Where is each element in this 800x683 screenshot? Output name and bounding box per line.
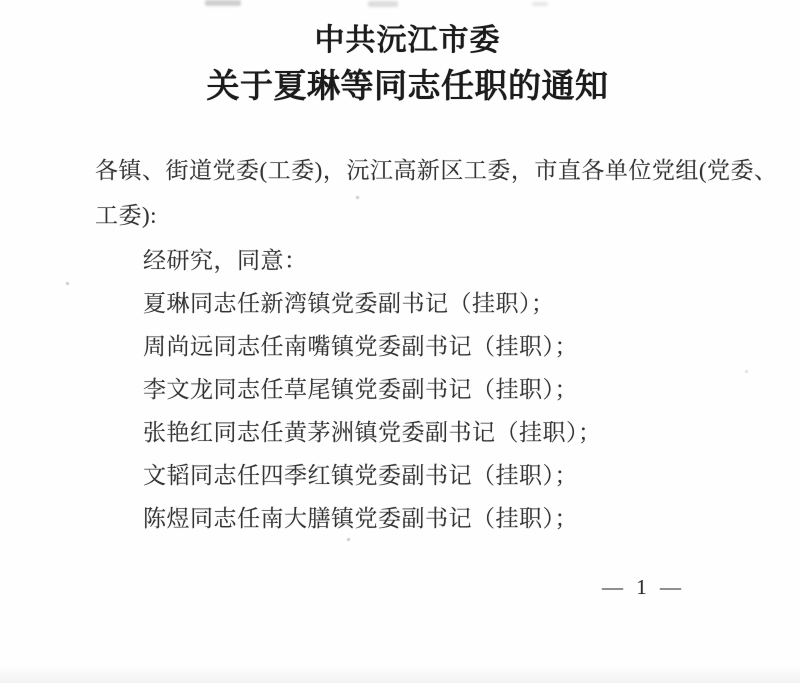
document-title-subject: 关于夏琳等同志任职的通知 (206, 69, 609, 105)
appointment-line: 夏琳同志任新湾镇党委副书记（挂职）； (143, 291, 555, 316)
scan-speck (66, 282, 69, 285)
appointment-line: 陈煜同志任南大膳镇党委副书记（挂职）； (143, 506, 578, 531)
scan-speck (745, 370, 748, 373)
appointment-line: 文韬同志任四季红镇党委副书记（挂职）； (143, 463, 578, 488)
appointment-line: 李文龙同志任草尾镇党委副书记（挂职）； (143, 377, 578, 402)
document-title-org: 中共沅江市委 (314, 24, 501, 57)
scan-edge-artifact (368, 1, 398, 7)
scan-edge-artifact (532, 2, 548, 6)
appointment-line: 张艳红同志任黄茅洲镇党委副书记（挂职）； (143, 420, 602, 445)
salutation-line-2: 工委): (95, 203, 158, 228)
salutation-line-1: 各镇、街道党委(工委)，沅江高新区工委，市直各单位党组(党委、 (95, 158, 778, 183)
appointment-line: 周尚远同志任南嘴镇党委副书记（挂职）； (143, 334, 578, 359)
scan-speck (356, 196, 359, 199)
page-number: — 1 — (602, 575, 685, 599)
resolution-intro: 经研究，同意： (143, 248, 308, 273)
scan-edge-artifact (205, 0, 241, 6)
scan-speck (347, 538, 350, 541)
